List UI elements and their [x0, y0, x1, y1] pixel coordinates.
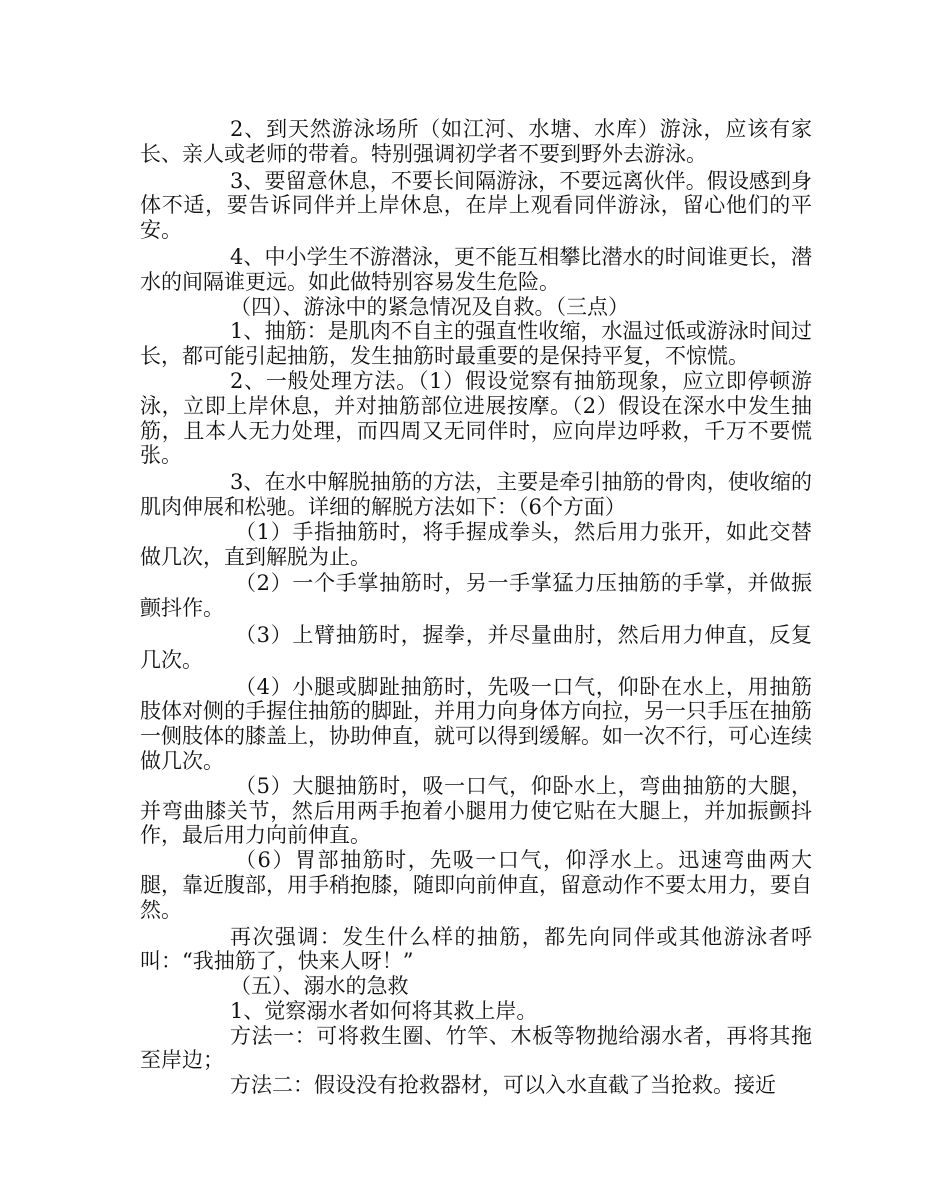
section-heading: （四）、游泳中的紧急情况及自救。（三点）: [230, 294, 629, 319]
paragraph: 方法一：可将救生圈、竹竿、木板等物抛给溺水者，再将其拖至岸边；: [140, 1023, 812, 1073]
list-item: （3）上臂抽筋时，握拳，并尽量曲肘，然后用力伸直，反复几次。: [140, 622, 812, 672]
paragraph: 3、在水中解脱抽筋的方法，主要是牵引抽筋的骨肉，使收缩的肌肉伸展和松驰。详细的解脱方法如下：（6个方面）: [140, 470, 812, 519]
paragraph: 1、觉察溺水者如何将其救上岸。: [230, 998, 538, 1023]
paragraph: 4、中小学生不游潜泳，更不能互相攀比潜水的时间谁更长，潜水的间隔谁更远。如此做特别容易发生危险。: [140, 244, 812, 294]
paragraph: 2、到天然游泳场所（如江河、水塘、水库）游泳，应该有家长、亲人或老师的带着。特别强调初学者不要到野外去游泳。: [140, 117, 812, 166]
list-item: （6）胃部抽筋时，先吸一口气，仰浮水上。迅速弯曲两大腿，靠近腹部，用手稍抱膝，随即向前伸直，留意动作不要太用力，要自然。: [140, 848, 812, 922]
paragraph: 再次强调：发生什么样的抽筋，都先向同伴或其他游泳者呼叫：“我抽筋了，快来人呀！”: [140, 924, 812, 974]
list-item: （1）手指抽筋时，将手握成拳头，然后用力张开，如此交替做几次，直到解脱为止。: [140, 519, 812, 569]
paragraph: 2、一般处理方法。（1）假设觉察有抽筋现象，应立即停顿游泳，立即上岸休息，并对抽筋部位进展按摩。（2）假设在深水中发生抽筋，且本人无力处理，而四周又无同伴时，应向岸边呼救，千万不要慌张。: [140, 368, 812, 468]
paragraph: 3、要留意休息，不要长间隔游泳，不要远离伙伴。假设感到身体不适，要告诉同伴并上岸休息，在岸上观看同伴游泳，留心他们的平安。: [140, 168, 812, 243]
list-item: （2）一个手掌抽筋时，另一手掌猛力压抽筋的手掌，并做振颤抖作。: [140, 571, 812, 621]
section-heading: （五）、溺水的急救: [230, 974, 409, 999]
list-item: （5）大腿抽筋时，吸一口气，仰卧水上，弯曲抽筋的大腿，并弯曲膝关节，然后用两手抱着小腿用力使它贴在大腿上，并加振颤抖作，最后用力向前伸直。: [140, 773, 812, 848]
list-item: （4）小腿或脚趾抽筋时，先吸一口气，仰卧在水上，用抽筋肢体对侧的手握住抽筋的脚趾，并用力向身体方向拉，另一只手压在抽筋一侧肢体的膝盖上，协助伸直，就可以得到缓解。如一次不行，可心连续做几次。: [140, 674, 812, 773]
paragraph: 1、抽筋：是肌肉不自主的强直性收缩，水温过低或游泳时间过长，都可能引起抽筋，发生抽筋时最重要的是保持平复，不惊慌。: [140, 319, 812, 369]
paragraph: 方法二：假设没有抢救器材，可以入水直截了当抢救。接近: [230, 1073, 776, 1098]
document-page: [140, 117, 812, 1098]
